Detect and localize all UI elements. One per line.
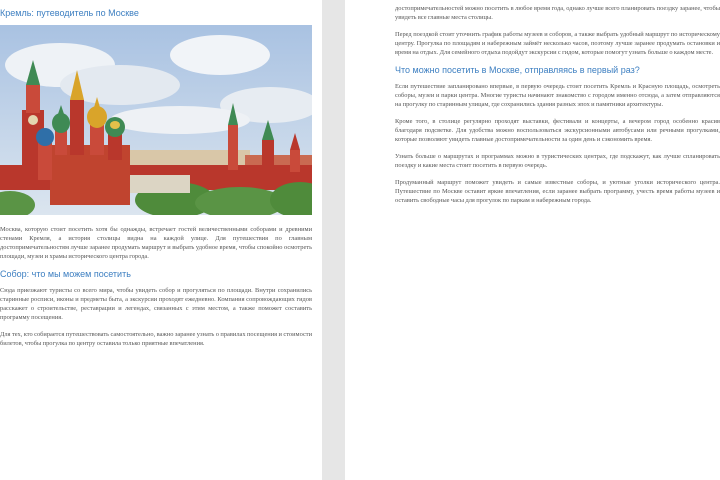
body-paragraph: Узнать больше о маршрутах и программах можно в туристических центрах, где подскажут, как лучше спланировать поездку и какие места стоит посетить в первую очередь. — [395, 153, 720, 169]
body-paragraph: Перед поездкой стоит уточнить график работы музеев и соборов, а также выбрать удобный маршрут по историческому центру. Прогулка по площадям и набережным займёт несколько часов, поэтому лучше заранее продумать остановки и время на отдых. Для семейного отдыха подойдут экскурсии с гидом, которые помогут узнать больше о каждом месте. — [395, 31, 720, 56]
section-paragraph: Сюда приезжают туристы со всего мира, чтобы увидеть собор и прогуляться по площади. Внутри сохранились старинные росписи, иконы и предметы быта, а экскурсии проходят ежедневно. Компания сопровождающих гидов расскажет о строительстве, реставрации и легендах, связанных с этим местом, а также поможет составить программу посещения. — [0, 287, 312, 321]
right-page — [345, 0, 720, 480]
intro-paragraph: Москва, которую стоит посетить хотя бы однажды, встречает гостей величественными соборами и древними стенами Кремля, а история столицы видна на каждой улице. Для путешествия по главным достопримечательностям лучше заранее продумать маршрут и выбрать удобное время, чтобы спокойно осмотреть площади, музеи и храмы исторического центра города. — [0, 226, 312, 260]
page-top-heading: Кремль: путеводитель по Москве — [0, 8, 139, 18]
body-paragraph: Кроме того, в столице регулярно проходят выставки, фестивали и концерты, а вечером город особенно красив благодаря подсветке. Для удобства можно воспользоваться экскурсионными автобусами или речными прогулками, которые позволяют увидеть главные достопримечательности за один день и сэкономить время. — [395, 118, 720, 143]
body-paragraph: Если путешествие запланировано впервые, в первую очередь стоит посетить Кремль и Красную площадь, осмотреть соборы, музеи и парки центра. Многие туристы начинают знакомство с городом именно отсюда, а затем отправляются на прогулку по старинным улицам, где сохранились здания разных эпох и памятники архитектуры. — [395, 83, 720, 108]
body-paragraph: Продуманный маршрут поможет увидеть и самые известные соборы, и уютные уголки исторического центра. Путешествие по Москве оставит яркие впечатления, если заранее выбрать программу, учесть время работы музеев и оставить свободные часы для прогулок по паркам и набережным города. — [395, 179, 720, 204]
kremlin-illustration — [0, 25, 312, 215]
page-gutter — [322, 0, 345, 480]
section-paragraph: Для тех, кто собирается путешествовать самостоятельно, важно заранее узнать о правилах посещения и стоимости билетов, чтобы прогулка по центру оставила только приятные впечатления. — [0, 331, 312, 347]
subheading: Что можно посетить в Москве, отправляясь в первый раз? — [395, 65, 640, 75]
section-heading: Собор: что мы можем посетить — [0, 269, 131, 279]
left-page — [0, 0, 322, 480]
top-paragraph: достопримечательностей можно посетить в любое время года, однако лучше всего планировать поездку заранее, чтобы увидеть все главные места столицы. — [395, 5, 720, 21]
